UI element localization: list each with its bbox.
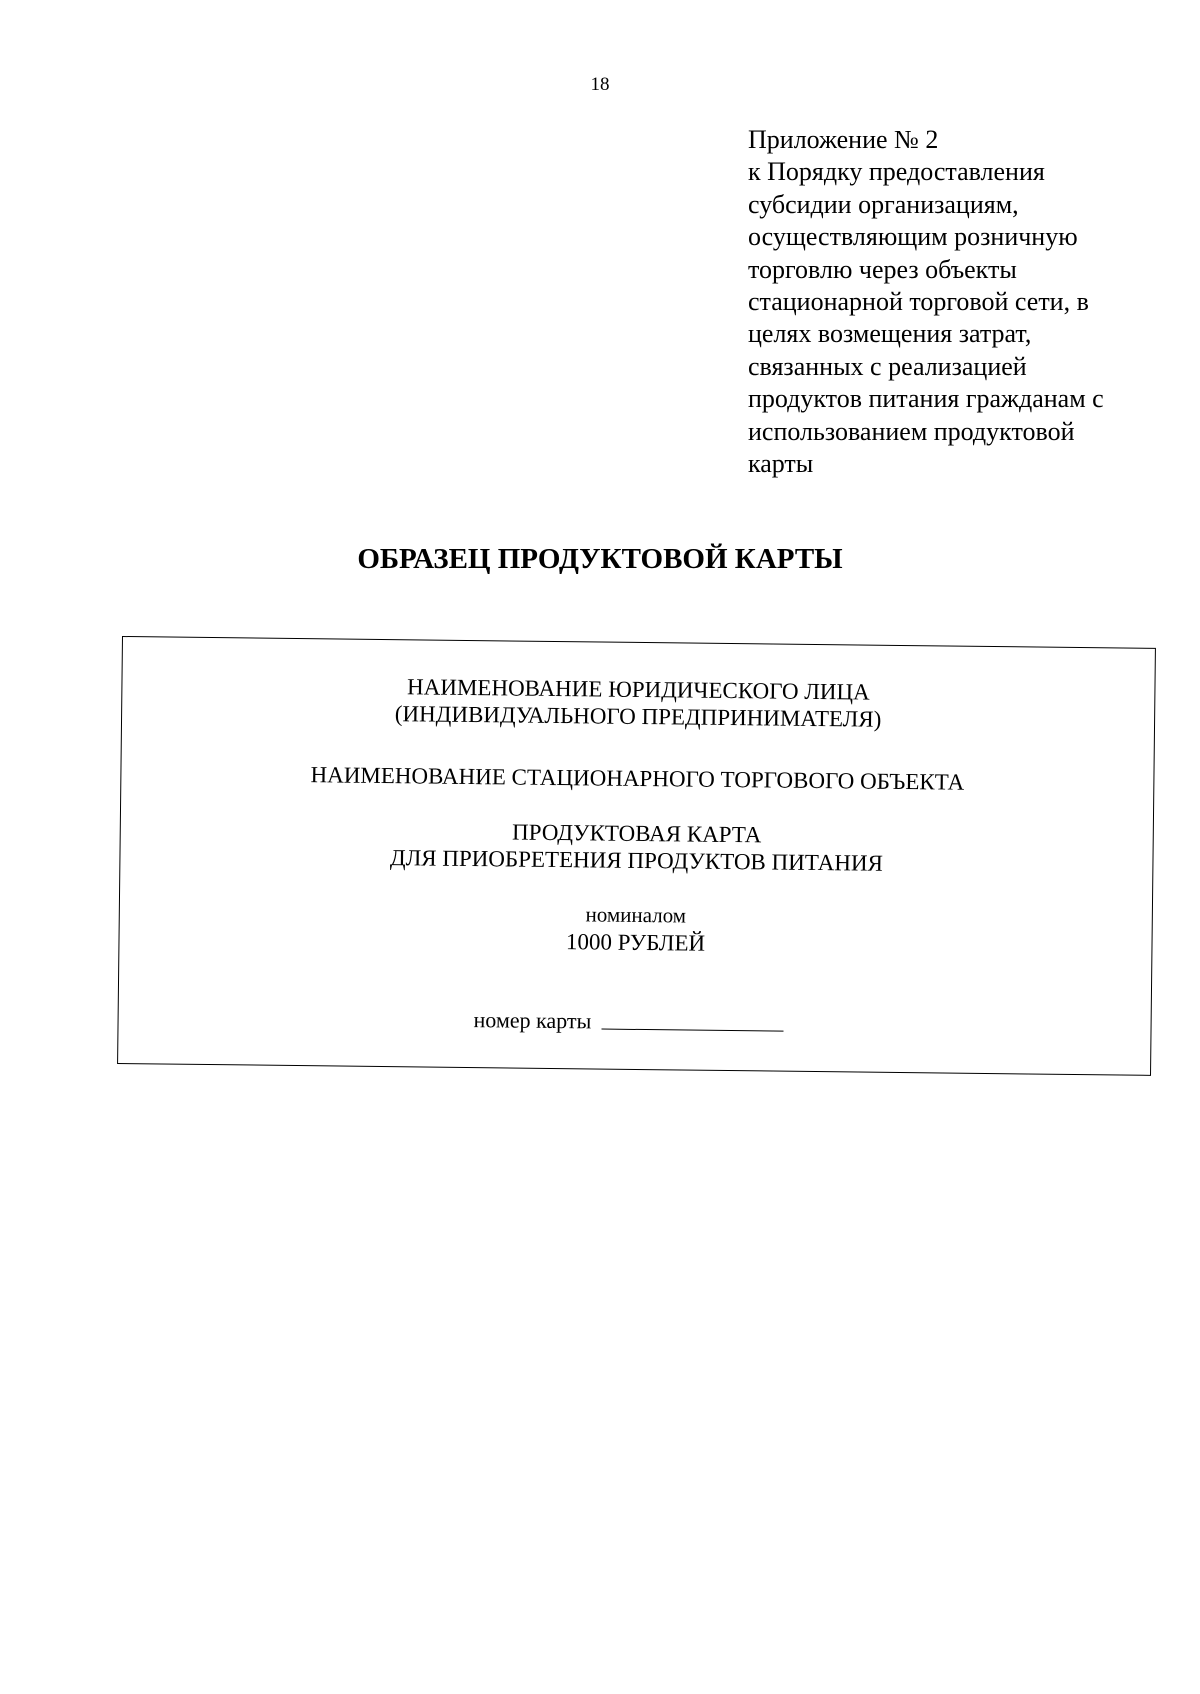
product-card-sample (117, 636, 1156, 1076)
legal-entity-line: НАИМЕНОВАНИЕ ЮРИДИЧЕСКОГО ЛИЦА (406, 674, 870, 705)
card-type-line: ПРОДУКТОВАЯ КАРТА (511, 819, 762, 848)
denomination-label: номиналом (585, 902, 687, 928)
appendix-line: торговлю через объекты (748, 254, 1017, 284)
appendix-line: стационарной торговой сети, в (748, 287, 1089, 317)
appendix-line: связанных с реализацией (748, 351, 1027, 381)
appendix-line: Приложение № 2 (748, 125, 939, 154)
appendix-line: продуктов питания гражданам с (748, 384, 1104, 414)
appendix-line: осуществляющим розничную (748, 222, 1078, 252)
legal-entity-line: (ИНДИВИДУАЛЬНОГО ПРЕДПРИНИМАТЕЛЯ) (394, 701, 882, 732)
document-title: ОБРАЗЕЦ ПРОДУКТОВОЙ КАРТЫ (357, 543, 843, 575)
appendix-line: субсидии организациям, (748, 189, 1019, 219)
card-number-field (473, 1007, 783, 1037)
appendix-line: целях возмещения затрат, (748, 319, 1032, 349)
card-number-blank (601, 1029, 783, 1032)
denomination-value: 1000 РУБЛЕЙ (565, 929, 706, 956)
card-number-label: номер карты (473, 1007, 592, 1034)
page-number: 18 (590, 74, 610, 95)
appendix-line: использованием продуктовой (748, 416, 1075, 446)
appendix-line: к Порядку предоставления (748, 157, 1045, 187)
store-name: НАИМЕНОВАНИЕ СТАЦИОНАРНОГО ТОРГОВОГО ОБЪЕКТА (310, 762, 965, 795)
card-type-line: ДЛЯ ПРИОБРЕТЕНИЯ ПРОДУКТОВ ПИТАНИЯ (389, 845, 884, 876)
appendix-line: карты (748, 449, 814, 479)
appendix-reference (748, 124, 1168, 480)
